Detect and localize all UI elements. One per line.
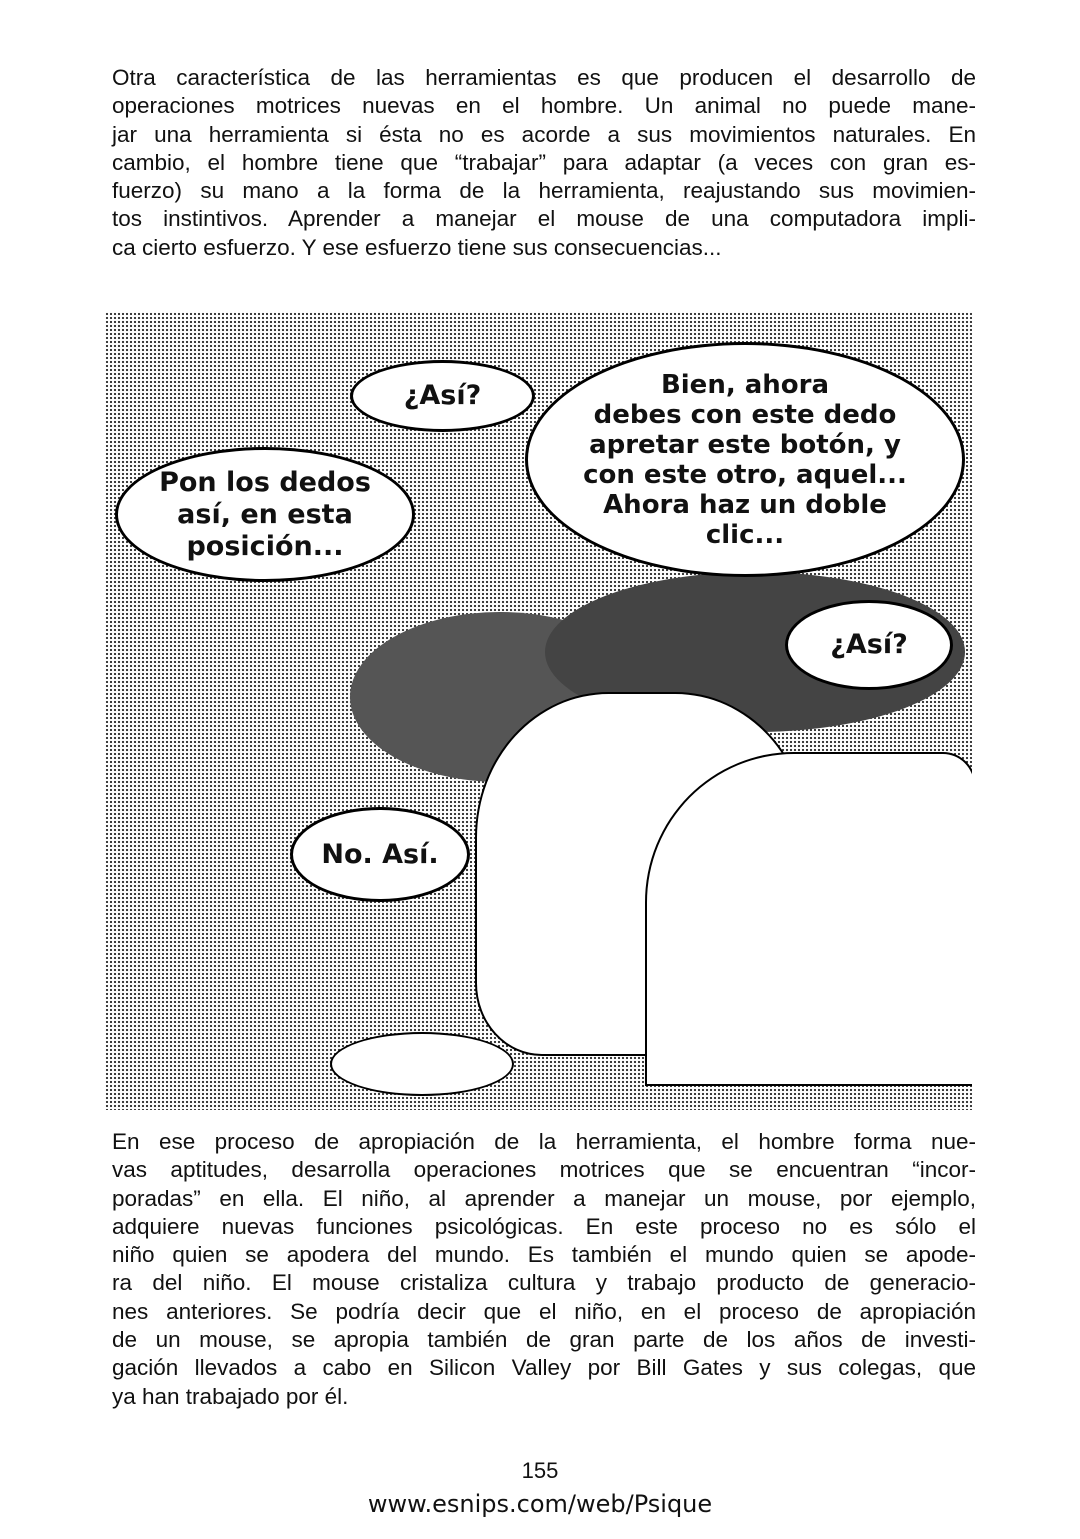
bubble-text: ¿Así? — [830, 629, 908, 660]
bubble-text: Pon los dedos — [159, 466, 371, 498]
bubble-text: Ahora haz un doble — [603, 489, 887, 520]
text-line: de un mouse, se apropia también de gran parte de los años de investi- — [112, 1327, 976, 1353]
speech-bubble — [115, 447, 415, 582]
text-line: ca cierto esfuerzo. Y ese esfuerzo tiene sus consecuencias... — [112, 234, 722, 260]
text-line: niño quien se apodera del mundo. Es también el mundo quien se apode- — [112, 1242, 976, 1268]
bubble-text: debes con este dedo — [593, 399, 897, 430]
bubble-text: apretar este botón, y — [589, 429, 901, 460]
text-line: jar una herramienta si ésta no es acorde a sus movimientos naturales. En — [112, 121, 976, 147]
text-line: ya han trabajado por él. — [112, 1383, 349, 1409]
page-number: 155 — [521, 1458, 559, 1483]
speech-bubble — [290, 807, 470, 902]
mouse-illustration — [330, 1032, 514, 1096]
speech-bubble — [785, 600, 953, 690]
footer-url: www.esnips.com/web/Psique — [367, 1490, 713, 1518]
text-line: poradas” en ella. El niño, al aprender a manejar un mouse, por ejemplo, — [112, 1185, 976, 1211]
face-illustration — [645, 752, 972, 1086]
text-line: ra del niño. El mouse cristaliza cultura y trabajo producto de generacio- — [112, 1270, 976, 1296]
text-line: nes anteriores. Se podría decir que el niño, en el proceso de apropiación — [112, 1298, 976, 1324]
text-line: vas aptitudes, desarrolla operaciones motrices que se encuentran “incor- — [112, 1157, 976, 1183]
text-line: tos instintivos. Aprender a manejar el mouse de una computadora impli- — [112, 206, 976, 232]
bubble-text: clic... — [705, 519, 785, 550]
text-line: Otra característica de las herramientas es que producen el desarrollo de — [112, 65, 976, 90]
top-paragraph — [112, 64, 976, 262]
speech-bubble — [350, 360, 535, 432]
text-line: operaciones motrices nuevas en el hombre. Un animal no puede mane- — [112, 93, 976, 119]
bubble-text: Bien, ahora — [660, 369, 830, 400]
text-line: cambio, el hombre tiene que “trabajar” para adaptar (a veces con gran es- — [112, 149, 976, 175]
bubble-text: No. Así. — [321, 838, 439, 870]
speech-bubble — [525, 342, 965, 577]
text-line: En ese proceso de apropiación de la herramienta, el hombre forma nue- — [112, 1129, 976, 1154]
bubble-text: posición... — [186, 530, 344, 562]
bubble-text: ¿Así? — [403, 380, 482, 411]
text-line: gación llevados a cabo en Silicon Valley por Bill Gates y sus colegas, que — [112, 1355, 976, 1381]
bottom-paragraph — [112, 1128, 976, 1411]
comic-panel — [105, 312, 972, 1110]
bubble-text: así, en esta — [177, 498, 353, 530]
text-line: fuerzo) su mano a la forma de la herramienta, reajustando sus movimien- — [112, 178, 976, 204]
text-line: adquiere nuevas funciones psicológicas. En este proceso no es sólo el — [112, 1213, 976, 1239]
bubble-text: con este otro, aquel... — [583, 459, 907, 490]
